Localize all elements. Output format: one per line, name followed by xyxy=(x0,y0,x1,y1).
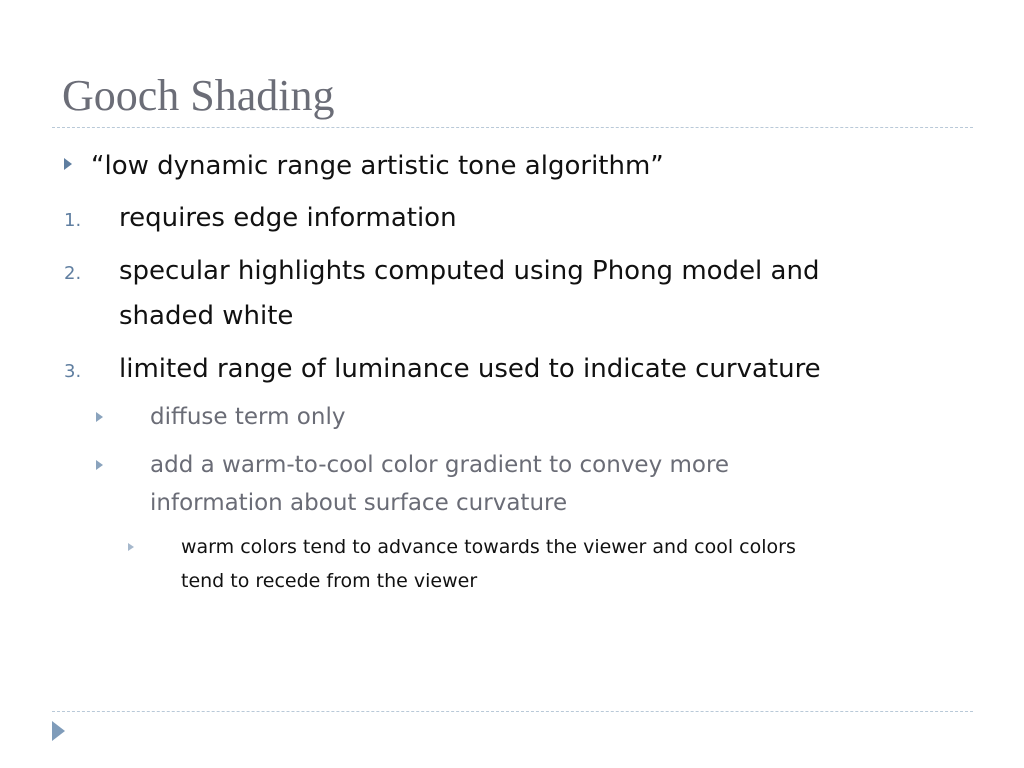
list-item-text: limited range of luminance used to indicate curvature xyxy=(119,354,821,384)
list-item-text: specular highlights computed using Phong model and xyxy=(119,256,820,286)
sub-bullet-text: diffuse term only xyxy=(150,404,346,430)
play-arrow-icon[interactable] xyxy=(52,721,65,741)
triangle-bullet-icon xyxy=(96,460,103,470)
list-number: 2. xyxy=(64,263,82,284)
sub-bullet-text-continued: information about surface curvature xyxy=(150,490,568,516)
bullet-text: “low dynamic range artistic tone algorithm” xyxy=(91,151,664,181)
sub-bullet-text: add a warm-to-cool color gradient to convey more xyxy=(150,452,730,478)
list-item-text: requires edge information xyxy=(119,203,457,233)
triangle-bullet-icon xyxy=(64,158,72,170)
sub-sub-bullet-text: warm colors tend to advance towards the viewer and cool colors xyxy=(181,536,796,558)
list-number: 3. xyxy=(64,361,82,382)
list-number: 1. xyxy=(64,210,82,231)
footer-divider xyxy=(52,711,973,712)
sub-sub-bullet-text-continued: tend to recede from the viewer xyxy=(181,570,478,592)
list-item-text-continued: shaded white xyxy=(119,301,294,331)
title-divider xyxy=(52,127,973,128)
triangle-bullet-icon xyxy=(96,412,103,422)
slide-title: Gooch Shading xyxy=(62,71,335,120)
triangle-bullet-icon xyxy=(128,543,134,551)
